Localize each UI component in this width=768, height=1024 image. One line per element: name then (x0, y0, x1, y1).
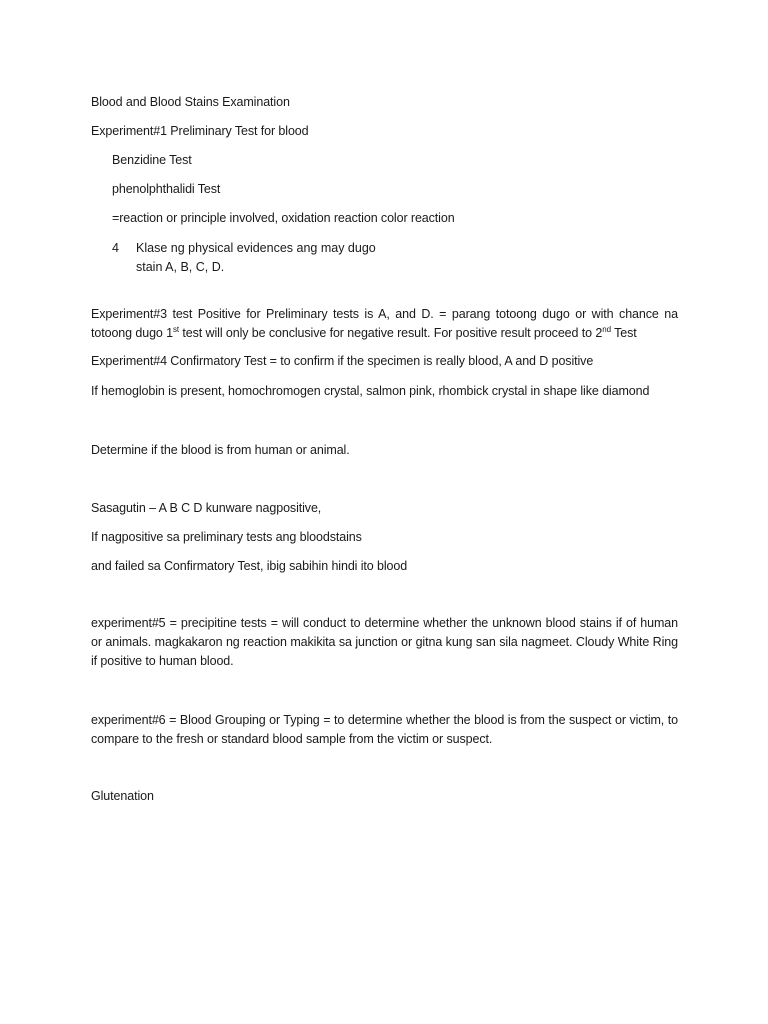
experiment-3-line-2 (91, 324, 637, 343)
sasagutin-paragraph: Sasagutin – A B C D kunware nagpositive, (91, 501, 322, 515)
experiment-6-paragraph: experiment#6 = Blood Grouping or Typing = to determine whether the blood is from the suspect or victim, to compare to the fresh or standard blood sample from the victim or suspect. (91, 713, 678, 746)
experiment-5-paragraph: experiment#5 = precipitine tests = will conduct to determine whether the unknown blood stains if of human or animals. magkakaron ng reaction makikita sa junction or gitna kung san sila nagmeet. Cloudy White Ring if positive to human blood. (91, 616, 678, 668)
superscript-nd: nd (602, 324, 611, 334)
experiment-1-heading: Experiment#1 Preliminary Test for blood (91, 124, 309, 138)
experiment-3-line-2-a: totoong dugo 1 (91, 326, 174, 340)
list-text-line-2: stain A, B, C, D. (136, 260, 225, 274)
determine-paragraph: Determine if the blood is from human or animal. (91, 443, 350, 457)
experiment-4-paragraph: Experiment#4 Confirmatory Test = to confirm if the specimen is really blood, A and D positive (91, 354, 594, 368)
hemoglobin-paragraph: If hemoglobin is present, homochromogen crystal, salmon pink, rhombick crystal in shape like diamond (91, 384, 650, 398)
document-title: Blood and Blood Stains Examination (91, 95, 290, 109)
experiment-3-line-2-b: test will only be conclusive for negative result. For positive result proceed to 2 (179, 326, 603, 340)
glutenation-paragraph: Glutenation (91, 789, 154, 803)
experiment-3-line-2-c: Test (610, 326, 637, 340)
reaction-principle-item: =reaction or principle involved, oxidation reaction color reaction (112, 211, 455, 225)
nagpositive-paragraph: If nagpositive sa preliminary tests ang bloodstains (91, 530, 362, 544)
list-number: 4 (112, 241, 119, 255)
phenolphthalidi-test-item: phenolphthalidi Test (112, 182, 221, 196)
failed-confirmatory-paragraph: and failed sa Confirmatory Test, ibig sabihin hindi ito blood (91, 559, 408, 573)
experiment-3-line-1: Experiment#3 test Positive for Preliminary tests is A, and D. = parang totoong dugo or with chance na (91, 307, 678, 321)
list-text-line-1: Klase ng physical evidences ang may dugo (136, 241, 376, 255)
benzidine-test-item: Benzidine Test (112, 153, 192, 167)
superscript-st: st (173, 324, 180, 334)
